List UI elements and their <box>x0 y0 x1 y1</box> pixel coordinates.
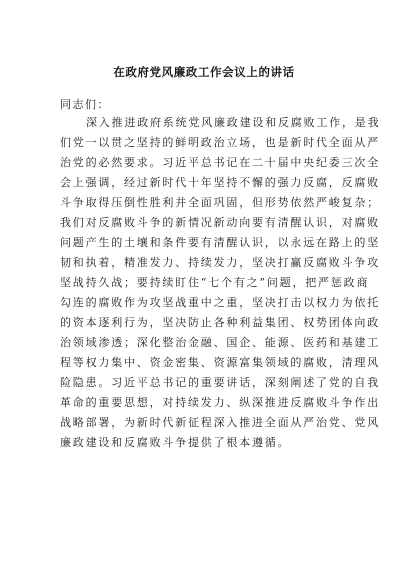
salutation: 同志们： <box>60 98 110 111</box>
body-line: 我们对反腐败斗争的新情况新动向要有清醒认识，对腐败 <box>60 216 380 229</box>
body-line: 深入推进政府系统党风廉政建设和反腐败工作，是我 <box>86 116 381 129</box>
body-line: 韧和执着，精准发力、持续发力，坚决打赢反腐败斗争攻 <box>60 256 380 269</box>
body-line: 斗争取得压倒性胜利并全面巩固，但形势依然严峻复杂； <box>60 196 380 209</box>
document-title: 在政府党风廉政工作会议上的讲话 <box>113 65 295 79</box>
body-line: 治党的必然要求。习近平总书记在二十届中央纪委三次全 <box>60 156 380 169</box>
body-line: 险隐患。习近平总书记的重要讲话，深刻阐述了党的自我 <box>60 376 380 389</box>
body-line: 革命的重要思想，对持续发力、纵深推进反腐败斗争作出 <box>60 396 380 409</box>
body-line: 程等权力集中、资金密集、资源富集领域的腐败，清理风 <box>60 356 380 369</box>
body-line: 勾连的腐败作为攻坚战重中之重，坚决打击以权力为依托 <box>60 296 380 309</box>
body-line: 战略部署，为新时代新征程深入推进全面从严治党、党风 <box>60 416 380 429</box>
body-line: 廉政建设和反腐败斗争提供了根本遵循。 <box>60 436 291 449</box>
body-line: 问题产生的土壤和条件要有清醒认识，以永远在路上的坚 <box>60 236 380 249</box>
body-line: 们党一以贯之坚持的鲜明政治立场，也是新时代全面从严 <box>60 136 380 149</box>
body-line: 坚战持久战；要持续盯住“七个有之”问题，把严惩政商 <box>60 276 370 289</box>
body-line: 的资本逐利行为，坚决防止各种利益集团、权势团体向政 <box>60 316 380 329</box>
body-line: 治领域渗透；深化整治金融、国企、能源、医药和基建工 <box>60 336 380 349</box>
body-line: 会上强调，经过新时代十年坚持不懈的强力反腐，反腐败 <box>60 176 380 189</box>
